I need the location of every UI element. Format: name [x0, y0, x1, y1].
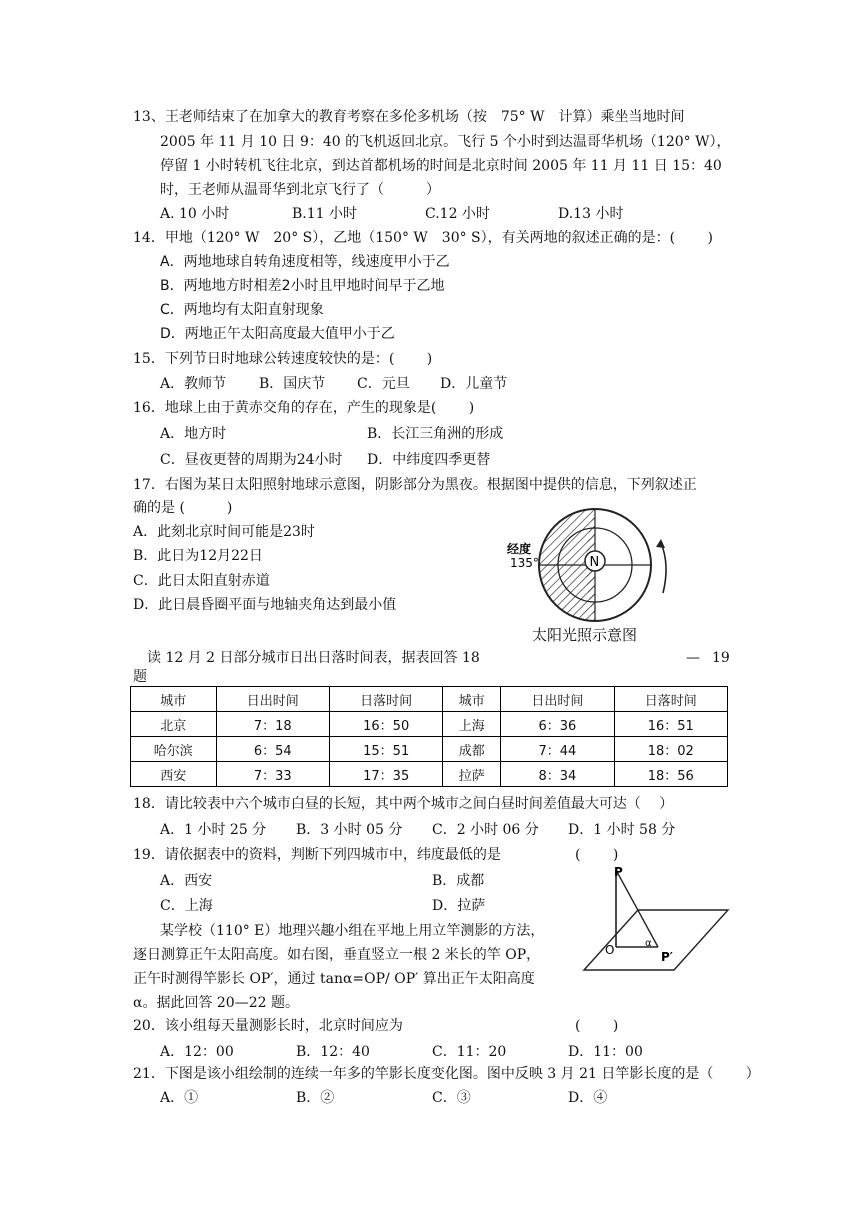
table-intro-number: 19	[712, 650, 730, 666]
table-row	[131, 737, 728, 762]
q19-paren: ( )	[575, 847, 619, 863]
q19-option-d: D．拉萨	[432, 898, 486, 914]
q15-stem: 15．下列节日时地球公转速度较快的是：( )	[133, 351, 433, 367]
q20-option-c: C．11：20	[432, 1044, 507, 1060]
table-cell: 17：35	[329, 762, 442, 787]
passage-line-1: 某学校（110° E）地理兴趣小组在平地上用立竿测影的方法，	[160, 923, 545, 939]
q13-line-1: 13、王老师结束了在加拿大的教育考察在多伦多机场（按 75° W 计算）乘坐当地时间	[133, 109, 685, 125]
q21-option-b: B．②	[296, 1090, 335, 1106]
q15-option-a: A．教师节	[160, 376, 227, 392]
q16-option-a: A．地方时	[160, 426, 227, 442]
q17-option-a: A．此刻北京时间可能是23时	[133, 524, 315, 540]
q19-option-b: B．成都	[432, 873, 485, 889]
passage-line-4: α。据此回答 20—22 题。	[133, 995, 299, 1011]
table-intro-dash: —	[686, 650, 700, 666]
table-cell: 拉萨	[443, 762, 501, 787]
meridian-degree: 135°	[510, 556, 539, 570]
table-row	[131, 762, 728, 787]
header-sunrise: 日出时间	[501, 687, 614, 712]
q18-stem: 18．请比较表中六个城市白昼的长短，其中两个城市之间白昼时间差值最大可达（ ）	[133, 796, 674, 812]
q18-option-c: C．2 小时 06 分	[432, 822, 539, 838]
q13-option-d: D.13 小时	[558, 206, 624, 222]
q16-option-c: C．昼夜更替的周期为24小时	[160, 452, 343, 468]
table-cell: 7：33	[216, 762, 329, 787]
q18-option-b: B．3 小时 05 分	[296, 822, 403, 838]
q18-option-a: A．1 小时 25 分	[160, 822, 267, 838]
q17-option-d: D．此日晨昏圈平面与地轴夹角达到最小值	[133, 597, 397, 613]
passage-line-2: 逐日测算正午太阳高度。如右图，垂直竖立一根 2 米长的竿 OP，	[133, 947, 541, 963]
sunlight-diagram	[505, 505, 685, 627]
table-cell: 上海	[443, 712, 501, 737]
table-cell: 6：54	[216, 737, 329, 762]
table-cell: 哈尔滨	[131, 737, 217, 762]
q17-option-b: B．此日为12月22日	[133, 548, 263, 564]
q21-option-a: A．①	[160, 1090, 199, 1106]
label-p: P	[614, 865, 623, 879]
q14-option-d: D．两地正午太阳高度最大值甲小于乙	[160, 326, 395, 342]
q19-option-c: C．上海	[160, 898, 213, 914]
table-cell: 18：02	[614, 737, 727, 762]
q18-option-d: D．1 小时 58 分	[568, 822, 676, 838]
q17-line-2: 确的是 ( )	[133, 500, 233, 516]
header-sunset: 日落时间	[329, 687, 442, 712]
q15-option-d: D．儿童节	[440, 376, 508, 392]
q14-option-a: A．两地地球自转角速度相等，线速度甲小于乙	[160, 254, 450, 270]
q13-option-c: C.12 小时	[425, 206, 490, 222]
rotation-arrow	[661, 543, 666, 593]
header-city: 城市	[443, 687, 501, 712]
q13-line-2: 2005 年 11 月 10 日 9：40 的飞机返回北京。飞行 5 个小时到达温哥华机场（120° W），	[160, 134, 731, 150]
q16-option-d: D．中纬度四季更替	[367, 452, 491, 468]
table-cell: 7：18	[216, 712, 329, 737]
q13-option-b: B.11 小时	[292, 206, 358, 222]
sun-ray	[616, 870, 658, 947]
q13-option-a: A. 10 小时	[160, 206, 230, 222]
table-cell: 8：34	[501, 762, 614, 787]
q13-line-4: 时，王老师从温哥华到北京飞行了（ ）	[160, 182, 440, 198]
table-row	[131, 712, 728, 737]
label-alpha: α	[645, 938, 652, 949]
table-cell: 15：51	[329, 737, 442, 762]
table-header-row	[131, 687, 728, 712]
q20-stem: 20．该小组每天量测影长时，北京时间应为	[133, 1018, 403, 1034]
table-cell: 6：36	[501, 712, 614, 737]
q21-option-c: C．③	[432, 1090, 471, 1106]
q20-option-b: B．12：40	[296, 1044, 370, 1060]
sunlight-diagram-caption: 太阳光照示意图	[532, 626, 638, 644]
table-cell: 7：44	[501, 737, 614, 762]
table-cell: 16：50	[329, 712, 442, 737]
ground-plane	[584, 910, 728, 970]
q19-option-a: A．西安	[160, 873, 213, 889]
sunrise-sunset-table	[130, 686, 728, 787]
q20-paren: ( )	[575, 1018, 619, 1034]
table-intro-tail: 题	[133, 669, 147, 685]
meridian-label: 经度	[507, 542, 532, 556]
q13-line-3: 停留 1 小时转机飞往北京，到达首都机场的时间是北京时间 2005 年 11 月 11 日 15：40	[160, 158, 722, 174]
header-sunrise: 日出时间	[216, 687, 329, 712]
label-o: O	[605, 943, 615, 957]
q17-option-c: C．此日太阳直射赤道	[133, 573, 270, 589]
q14-option-b: B．两地地方时相差2小时且甲地时间早于乙地	[160, 278, 445, 294]
q15-option-c: C．元旦	[357, 376, 410, 392]
table-intro: 读 12 月 2 日部分城市日出日落时间表，据表回答 18	[147, 650, 480, 666]
rotation-arrowhead	[656, 539, 665, 548]
pole-shadow-diagram	[576, 862, 736, 980]
table-cell: 成都	[443, 737, 501, 762]
table-cell: 西安	[131, 762, 217, 787]
passage-line-3: 正午时测得竿影长 OP′，通过 tanα=OP/ OP′ 算出正午太阳高度	[133, 971, 535, 987]
table-cell: 16：51	[614, 712, 727, 737]
q16-option-b: B．长江三角洲的形成	[367, 426, 504, 442]
q20-option-d: D．11：00	[568, 1044, 643, 1060]
table-cell: 北京	[131, 712, 217, 737]
q16-stem: 16．地球上由于黄赤交角的存在，产生的现象是( )	[133, 400, 475, 416]
q21-option-d: D．④	[568, 1090, 608, 1106]
q20-option-a: A．12：00	[160, 1044, 234, 1060]
q15-option-b: B．国庆节	[259, 376, 326, 392]
q17-line-1: 17．右图为某日太阳照射地球示意图，阴影部分为黑夜。根据图中提供的信息，下列叙述正	[133, 477, 697, 493]
q19-stem: 19．请依据表中的资料，判断下列四城市中，纬度最低的是	[133, 847, 501, 863]
label-p-prime: P′	[661, 950, 673, 964]
north-pole-label: N	[589, 555, 600, 570]
q14-option-c: C．两地均有太阳直射现象	[160, 302, 324, 318]
q21-stem: 21．下图是该小组绘制的连续一年多的竿影长度变化图。图中反映 3 月 21 日竿影长度的是（ ）	[133, 1066, 760, 1082]
table-cell: 18：56	[614, 762, 727, 787]
header-city: 城市	[131, 687, 217, 712]
header-sunset: 日落时间	[614, 687, 727, 712]
q14-stem: 14．甲地（120° W 20° S），乙地（150° W 30° S），有关两地的叙述正确的是：( )	[133, 230, 714, 246]
